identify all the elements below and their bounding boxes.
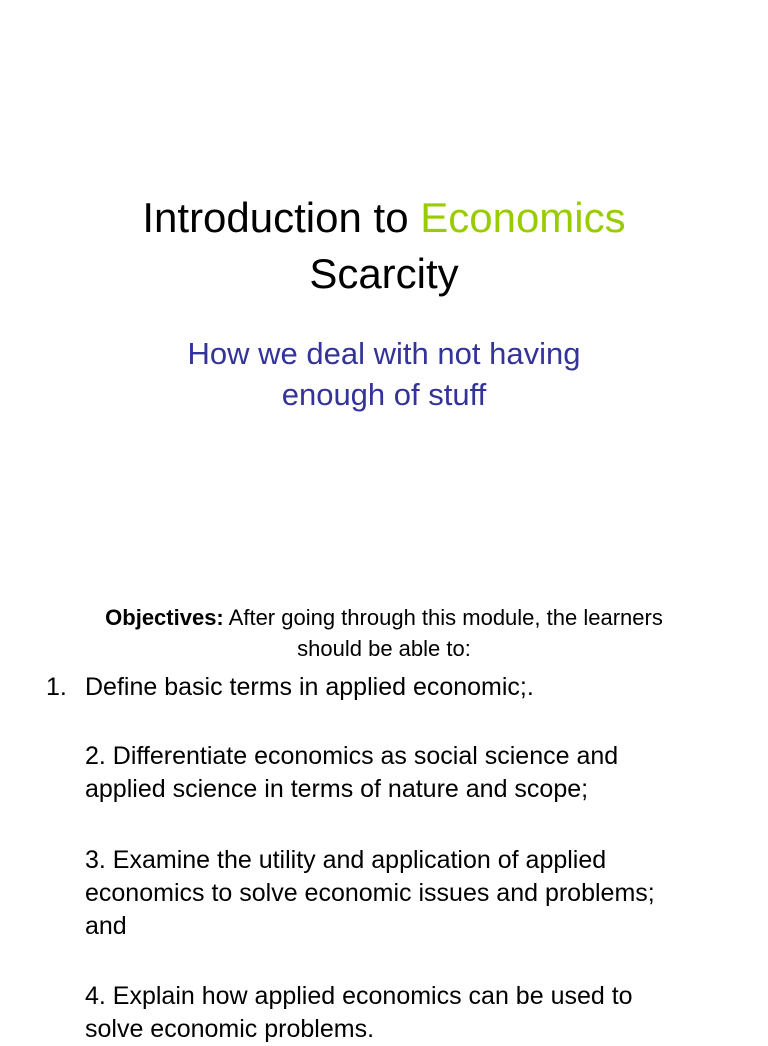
subtitle-line-1: How we deal with not having xyxy=(187,336,581,371)
objective-1-text: Define basic terms in applied economic;. xyxy=(85,673,534,701)
objective-1-number: 1. xyxy=(46,673,67,701)
objective-4 xyxy=(85,980,633,1046)
title-accent-word: Economics xyxy=(420,194,626,241)
objective-2-line-2: applied science in terms of nature and scope; xyxy=(85,775,589,803)
title-prefix: Introduction to xyxy=(142,194,421,241)
objectives-intro xyxy=(40,602,728,664)
objective-2-line-1: 2. Differentiate economics as social science and xyxy=(85,742,619,770)
objective-3-line-3: and xyxy=(85,912,127,940)
objective-3-line-1: 3. Examine the utility and application of applied xyxy=(85,846,607,874)
objective-4-line-1: 4. Explain how applied economics can be used to xyxy=(85,982,633,1010)
objective-2 xyxy=(85,740,618,806)
objectives-label: Objectives: xyxy=(105,605,224,630)
subtitle-line-2: enough of stuff xyxy=(281,377,487,412)
slide-title xyxy=(0,190,768,302)
objective-3 xyxy=(85,844,655,943)
objectives-intro-line-2: should be able to: xyxy=(297,636,471,661)
objectives-intro-line-1: After going through this module, the learners xyxy=(228,605,663,630)
title-line-2: Scarcity xyxy=(309,250,459,297)
slide-subtitle xyxy=(0,333,768,415)
objective-3-line-2: economics to solve economic issues and problems; xyxy=(85,879,655,907)
objective-4-line-2: solve economic problems. xyxy=(85,1015,375,1043)
